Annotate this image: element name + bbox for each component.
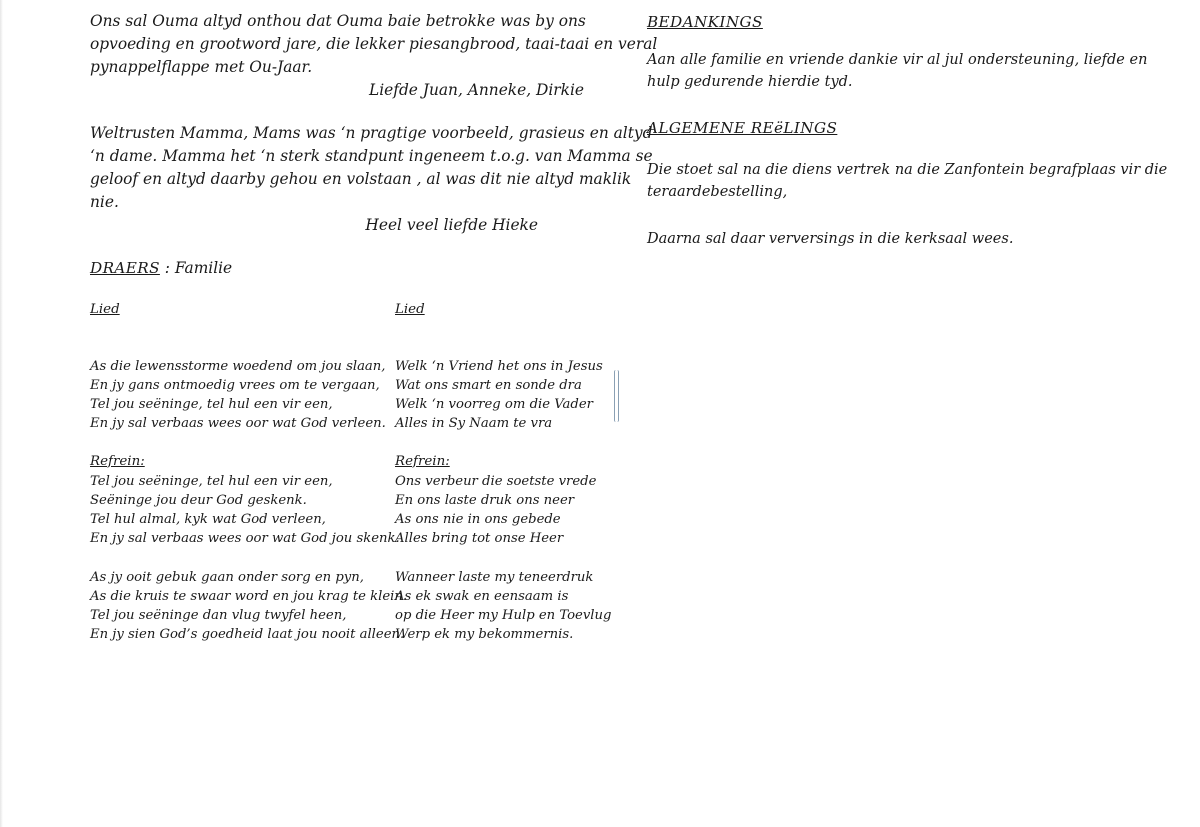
hymn-1-refrain-label: Refrein: <box>90 454 145 469</box>
hymn-1-line: En jy sien God’s goedheid laat jou nooit alleen. <box>90 627 405 642</box>
thanks-line: Aan alle familie en vriende dankie vir al jul ondersteuning, liefde en <box>647 52 1148 68</box>
hymn-1-line: Seëninge jou deur God geskenk. <box>90 493 307 508</box>
hymn-2-line: En ons laste druk ons neer <box>395 493 575 508</box>
pallbearers-label: DRAERS <box>90 259 160 277</box>
hymn-2-line: Wanneer laste my teneerdruk <box>395 570 594 585</box>
tribute-mamma-line: ‘n dame. Mamma het ‘n sterk standpunt ingeneem t.o.g. van Mamma se <box>90 147 653 165</box>
hymn-2-line: As ek swak en eensaam is <box>395 589 569 604</box>
tribute-ouma-line: Ons sal Ouma altyd onthou dat Ouma baie betrokke was by ons <box>90 12 586 30</box>
hymn-1-line: Tel jou seëninge dan vlug twyfel heen, <box>90 608 347 623</box>
hymn-1-line: As die kruis te swaar word en jou krag te klein. <box>90 589 408 604</box>
tribute-ouma-signature: Liefde Juan, Anneke, Dirkie <box>369 81 584 99</box>
pallbearers <box>90 257 232 280</box>
arrangements-line: teraardebestelling, <box>647 183 788 200</box>
tribute-ouma-line: pynappelflappe met Ou-Jaar. <box>90 58 313 76</box>
page-edge-shadow <box>0 0 3 827</box>
pallbearers-separator: : <box>159 259 175 277</box>
hymn-2-verse-1 <box>395 357 603 433</box>
hymn-1-verse-1 <box>90 357 386 433</box>
arrangements-heading: ALGEMENE REëLINGS <box>647 119 838 137</box>
arrangements-refreshments: Daarna sal daar verversings in die kerksaal wees. <box>647 231 1014 247</box>
hymn-2-refrain-label: Refrein: <box>395 454 450 469</box>
hymn-1-line: En jy sal verbaas wees oor wat God verleen. <box>90 416 386 431</box>
tribute-mamma-line: nie. <box>90 193 119 211</box>
hymn-2-line: Werp ek my bekommernis. <box>395 627 574 642</box>
hymn-2-verse-2 <box>395 568 611 644</box>
hymn-2-line: Wat ons smart en sonde dra <box>395 378 582 393</box>
arrangements-line: Die stoet sal na die diens vertrek na die Zanfontein begrafplaas vir die <box>647 162 1168 178</box>
hymn-1-line: En jy sal verbaas wees oor wat God jou skenk. <box>90 531 400 546</box>
tribute-ouma-line: opvoeding en grootword jare, die lekker piesangbrood, taai-taai en veral <box>90 35 658 53</box>
hymn-2-line: Welk ‘n Vriend het ons in Jesus <box>395 359 603 374</box>
pallbearers-value: Familie <box>174 259 233 277</box>
thanks-heading: BEDANKINGS <box>647 13 763 31</box>
thanks-line: hulp gedurende hierdie tyd. <box>647 73 853 90</box>
tribute-mamma-line: Weltrusten Mamma, Mams was ‘n pragtige voorbeeld, grasieus en altyd <box>90 124 653 142</box>
hymn-2-line: Ons verbeur die soetste vrede <box>395 474 597 489</box>
hymn-1-line: En jy gans ontmoedig vrees om te vergaan, <box>90 378 380 393</box>
hymn-1-verse-2 <box>90 568 407 644</box>
tribute-ouma <box>90 10 658 102</box>
hymn-1-refrain <box>90 472 400 548</box>
page-fold-mark <box>614 370 619 422</box>
tribute-mamma-signature: Heel veel liefde Hieke <box>365 216 538 234</box>
hymn-1-line: Tel hul almal, kyk wat God verleen, <box>90 512 326 527</box>
hymn-2-line: Welk ‘n voorreg om die Vader <box>395 397 593 412</box>
hymn-1-title: Lied <box>90 302 120 317</box>
hymn-1-line: Tel jou seëninge, tel hul een vir een, <box>90 474 333 489</box>
arrangements-text <box>647 160 1167 203</box>
hymn-1-line: As jy ooit gebuk gaan onder sorg en pyn, <box>90 570 364 585</box>
hymn-2-line: Alles in Sy Naam te vra <box>395 416 553 431</box>
hymn-2-line: As ons nie in ons gebede <box>395 512 561 527</box>
hymn-2-line: Alles bring tot onse Heer <box>395 531 564 546</box>
hymn-2-title: Lied <box>395 302 425 317</box>
tribute-mamma-line: geloof en altyd daarby gehou en volstaan , al was dit nie altyd maklik <box>90 170 632 188</box>
thanks-text <box>647 50 1147 93</box>
hymn-2-refrain <box>395 472 596 548</box>
tribute-mamma <box>90 122 653 237</box>
hymn-2-line: op die Heer my Hulp en Toevlug <box>395 608 612 623</box>
hymn-1-line: Tel jou seëninge, tel hul een vir een, <box>90 397 333 412</box>
hymn-1-line: As die lewensstorme woedend om jou slaan, <box>90 359 386 374</box>
